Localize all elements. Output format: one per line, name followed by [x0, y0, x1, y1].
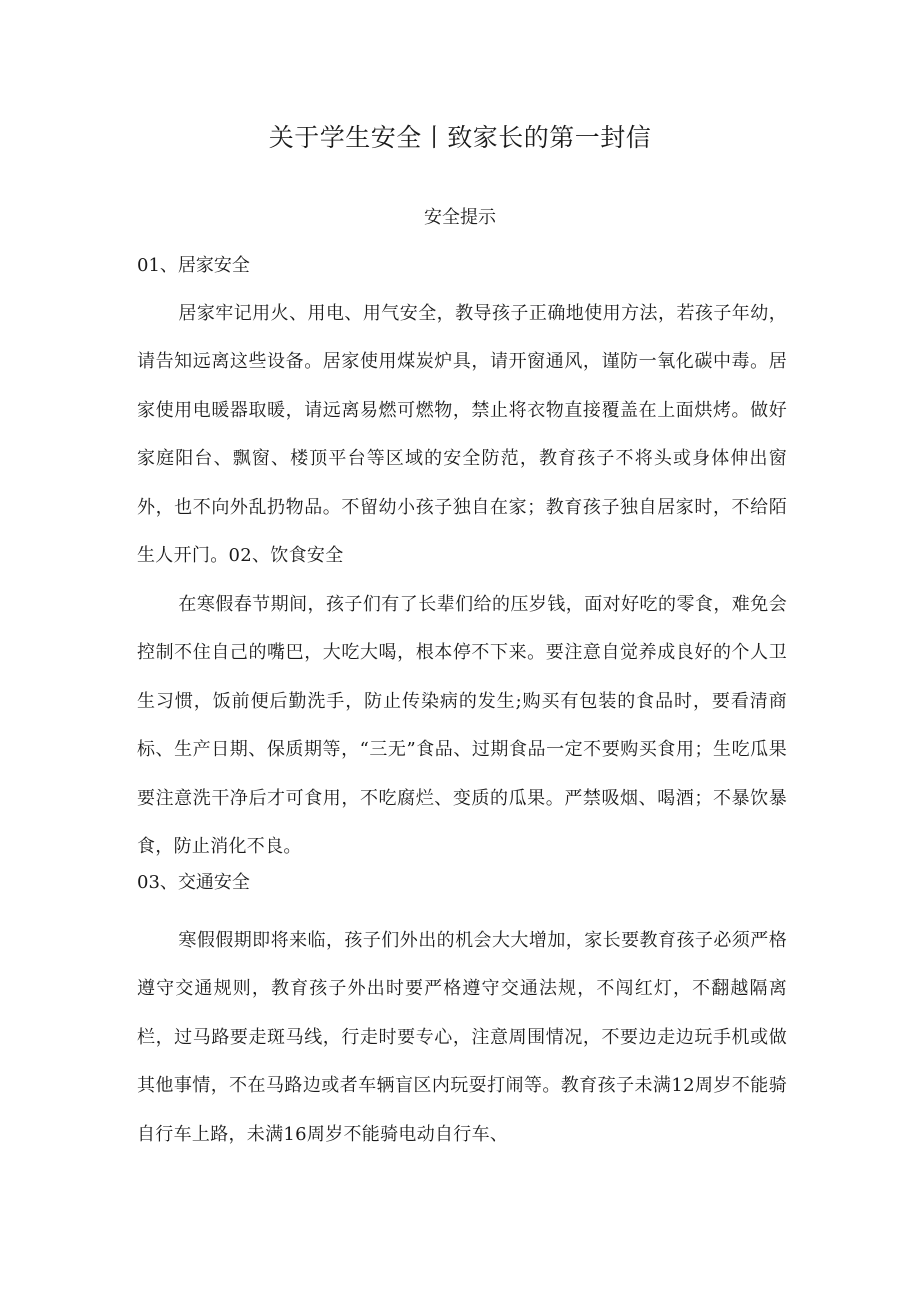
- paragraph-traffic-safety: 寒假假期即将来临，孩子们外出的机会大大增加，家长要教育孩子必须严格遵守交通规则，教育孩子外出时要严格遵守交通法规，不闯红灯，不翻越隔离栏，过马路要走斑马线，行走时要专心，注意周围情况，不要边走边玩手机或做其他事情，不在马路边或者车辆盲区内玩耍打闹等。教育孩子未满12周岁不能骑自行车上路，未满16周岁不能骑电动自行车、: [137, 930, 787, 1145]
- paragraph-home-safety: 居家牢记用火、用电、用气安全，教导孩子正确地使用方法，若孩子年幼，请告知远离这些设备。居家使用煤炭炉具，请开窗通风，谨防一氧化碳中毒。居家使用电暖器取暖，请远离易燃可燃物，禁止将衣物直接覆盖在上面烘烤。做好家庭阳台、飘窗、楼顶平台等区域的安全防范，教育孩子不将头或身体伸出窗外，也不向外乱扔物品。不留幼小孩子独自在家；教育孩子独自居家时，不给陌生人开门。02、饮食安全: [137, 303, 787, 567]
- paragraph-food-safety: 在寒假春节期间，孩子们有了长辈们给的压岁钱，面对好吃的零食，难免会控制不住自己的嘴巴，大吃大喝，根本停不下来。要注意自觉养成良好的个人卫生习惯，饭前便后勤洗手，防止传染病的发生;购买有包装的食品时，要看清商标、生产日期、保质期等，“三无”食品、过期食品一定不要购买食用；生吃瓜果要注意洗干净后才可食用，不吃腐烂、变质的瓜果。严禁吸烟、喝酒；不暴饮暴食，防止消化不良。: [137, 594, 787, 858]
- section-heading-traffic-safety: 03、交通安全: [137, 872, 250, 893]
- page-title: 关于学生安全丨致家长的第一封信: [268, 123, 652, 152]
- section-heading-home-safety: 01、居家安全: [137, 255, 250, 276]
- page-subtitle: 安全提示: [424, 207, 496, 228]
